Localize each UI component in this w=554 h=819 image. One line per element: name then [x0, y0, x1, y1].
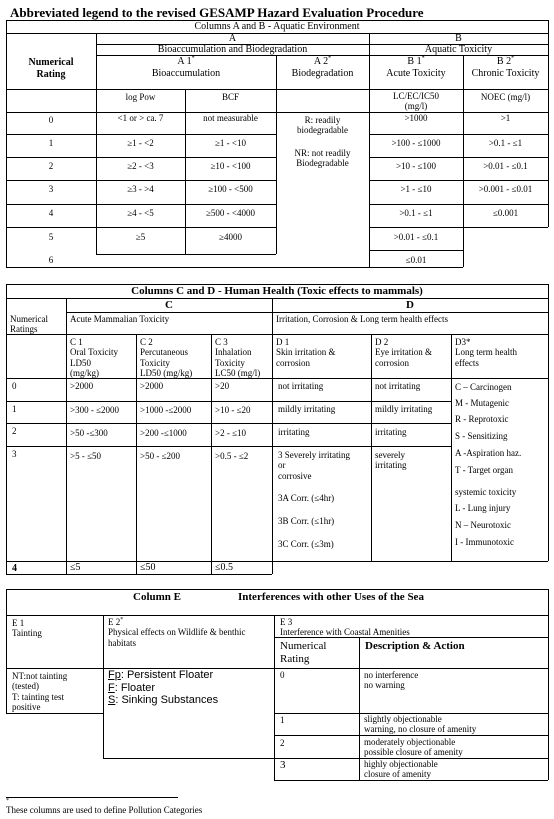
d3-item: M - Mutagenic	[455, 398, 509, 408]
d2-value: not irritating	[375, 381, 421, 391]
footnote-text: These columns are used to define Pollution Categories	[6, 805, 203, 815]
c1-value: >5 - ≤50	[70, 451, 102, 461]
numerical-rating-header: Numerical Rating	[28, 57, 74, 80]
d1-corr-3a: 3A Corr. (≤4hr)	[278, 493, 335, 503]
e3-desc: slightly objectionable warning, no closure of amenity	[364, 714, 477, 735]
e-heading-2: Interferences with other Uses of the Sea	[238, 591, 424, 603]
ab-logpow: ≥1 - <2	[127, 138, 154, 148]
ab-bcf: ≥500 - <4000	[205, 208, 255, 218]
a2-header: A 2* Biodegradation	[291, 55, 354, 79]
cd-rating: 4	[12, 563, 17, 574]
ab-rating: 3	[48, 184, 54, 194]
e3-desc: highly objectionable closure of amenity	[364, 759, 438, 780]
col-b-label: B	[455, 33, 462, 44]
e3-desc-header: Description & Action	[365, 640, 465, 652]
c1-value: ≤5	[70, 562, 81, 573]
d1-value: not irritating	[278, 381, 324, 391]
d1-corr-3c: 3C Corr. (≤3m)	[278, 539, 334, 549]
d3-item: L - Lung injury	[455, 503, 511, 513]
e3-rating-header: Numerical Rating	[280, 640, 327, 665]
e2-values: Fp: Persistent Floater F: Floater S: Sinking Substances	[108, 669, 219, 707]
c2-value: >50 - ≤200	[140, 451, 181, 461]
ab-b1: >10 - ≤100	[395, 161, 436, 171]
cd-rating: 2	[12, 426, 17, 436]
ab-b1: ≤0.01	[405, 255, 427, 265]
ab-rating: 5	[48, 232, 54, 242]
c2-value: ≤50	[140, 562, 156, 573]
ab-bcf: ≥100 - <500	[208, 184, 253, 194]
c3-value: >20	[215, 381, 230, 391]
d3-header: D3* Long term health effects	[455, 337, 517, 368]
a2-not-readily: NR: not readily Biodegradable	[294, 148, 351, 169]
e3-rating: 1	[280, 715, 285, 725]
ab-b2: >1	[500, 113, 511, 123]
col-a-label: A	[228, 33, 237, 44]
c3-value: >2 - ≤10	[215, 428, 247, 438]
noec-header: NOEC (mg/l)	[480, 92, 531, 102]
d2-severely: severely irritating	[375, 450, 407, 471]
c3-value: >10 - ≤20	[215, 405, 251, 415]
c3-value: >0.5 - ≤2	[215, 451, 249, 461]
c2-header: C 2 Percutaneous Toxicity LD50 (mg/kg)	[140, 337, 193, 379]
col-c-label: C	[165, 299, 173, 311]
cd-rating: 0	[12, 381, 17, 391]
c1-value: >300 - ≤2000	[70, 405, 120, 415]
cd-numerical-ratings: Numerical Ratings	[10, 314, 48, 335]
irritation-label: Irritation, Corrosion & Long term health effects	[276, 314, 449, 324]
d3-item: S - Sensitizing	[455, 431, 508, 441]
ab-logpow: ≥2 - <3	[127, 161, 154, 171]
c2-value: >200 -≤1000	[140, 428, 187, 438]
e1-values: NT:not tainting (tested) T: tainting test positive	[12, 671, 68, 713]
ab-rating: 2	[48, 161, 54, 171]
ab-rating: 0	[48, 115, 54, 125]
ab-b1: >0.1 - ≤1	[399, 208, 433, 218]
ab-b1: >0.01 - ≤0.1	[393, 232, 439, 242]
ab-b2: >0.1 - ≤1	[488, 138, 523, 148]
page-title: Abbreviated legend to the revised GESAMP Hazard Evaluation Procedure	[10, 5, 424, 20]
c1-header: C 1 Oral Toxicity LD50 (mg/kg)	[70, 337, 118, 379]
d1-header: D 1 Skin irritation & corrosion	[276, 337, 336, 368]
ab-logpow: ≥4 - <5	[127, 208, 154, 218]
d3-item: T - Target organ	[455, 465, 513, 475]
col-d-label: D	[406, 299, 414, 311]
ab-b2: >0.01 - ≤0.1	[483, 161, 528, 171]
ab-logpow: ≥3 - >4	[127, 184, 154, 194]
footnote: *	[6, 798, 9, 804]
c3-header: C 3 Inhalation Toxicity LC50 (mg/l)	[215, 337, 261, 379]
bcf-header: BCF	[221, 92, 239, 102]
b1-header: B 1* Acute Toxicity	[386, 55, 446, 79]
ab-rating: 6	[48, 255, 54, 265]
e1-header: E 1 Tainting	[12, 618, 42, 639]
d1-value: irritating	[278, 427, 310, 437]
d2-value: mildly irritating	[375, 404, 433, 414]
d1-value: mildly irritating	[278, 404, 336, 414]
d3-item: A -Aspiration haz.	[455, 448, 522, 458]
ab-b1: >100 - ≤1000	[391, 138, 441, 148]
a2-readily: R: readily biodegradable	[297, 115, 348, 136]
cd-heading: Columns C and D - Human Health (Toxic effects to mammals)	[131, 285, 423, 297]
c2-value: >1000 -≤2000	[140, 405, 192, 415]
ab-b1: >1000	[404, 113, 428, 123]
ab-rating: 4	[48, 208, 54, 218]
ab-logpow: <1 or > ca. 7	[117, 113, 164, 123]
aquatic-toxicity-label: Aquatic Toxicity	[424, 44, 493, 55]
cd-rating: 3	[12, 449, 17, 459]
e3-header: E 3 Interference with Coastal Amenities	[280, 617, 410, 638]
d3-item: C – Carcinogen	[455, 382, 512, 392]
e3-desc: moderately objectionable possible closure of amenity	[364, 737, 463, 758]
d3-item: N – Neurotoxic	[455, 520, 511, 530]
b2-header: B 2* Chronic Toxicity	[471, 55, 540, 79]
e3-rating: 2	[280, 738, 285, 748]
d1-corr-3b: 3B Corr. (≤1hr)	[278, 516, 335, 526]
e3-desc: no interference no warning	[364, 670, 419, 691]
ab-logpow: ≥5	[135, 232, 146, 242]
ab-rating: 1	[48, 138, 54, 148]
e2-header: E 2* Physical effects on Wildlife & benthic habitats	[108, 617, 246, 648]
footnote-rule	[6, 797, 178, 798]
cd-rating: 1	[12, 404, 17, 414]
ab-b1: >1 - ≤10	[400, 184, 432, 194]
e3-rating: 3	[280, 759, 286, 771]
c2-value: >2000	[140, 381, 164, 391]
ab-b2: >0.001 - ≤0.01	[478, 184, 533, 194]
ab-bcf: ≥10 - <100	[210, 161, 251, 171]
c3-value: ≤0.5	[215, 562, 233, 573]
c1-value: >2000	[70, 381, 94, 391]
c1-value: >50 -≤300	[70, 428, 108, 438]
logpow-header: log Pow	[125, 92, 156, 102]
d2-value: irritating	[375, 427, 407, 437]
lc-header: LC/EC/IC50 (mg/l)	[392, 91, 439, 112]
d1-severely: 3 Severely irritating or corrosive	[278, 450, 350, 481]
acute-mammalian-label: Acute Mammalian Toxicity	[70, 314, 170, 324]
ab-bcf: ≥4000	[219, 232, 242, 242]
e3-rating: 0	[280, 670, 285, 680]
ab-bcf: not measurable	[203, 113, 258, 123]
e-heading: Column E	[133, 591, 181, 603]
d2-header: D 2 Eye irritation & corrosion	[375, 337, 432, 368]
d3-item: R - Reprotoxic	[455, 414, 509, 424]
a1-header: A 1* Bioaccumulation	[151, 55, 221, 79]
ab-bcf: ≥1 - <10	[214, 138, 246, 148]
bioacc-biodeg-label: Bioaccumulation and Biodegradation	[157, 44, 308, 55]
ab-heading: Columns A and B - Aquatic Environment	[194, 21, 360, 32]
ab-b2: ≤0.001	[492, 208, 519, 218]
d3-item: I - Immunotoxic	[455, 537, 514, 547]
d3-item: systemic toxicity	[455, 487, 517, 497]
